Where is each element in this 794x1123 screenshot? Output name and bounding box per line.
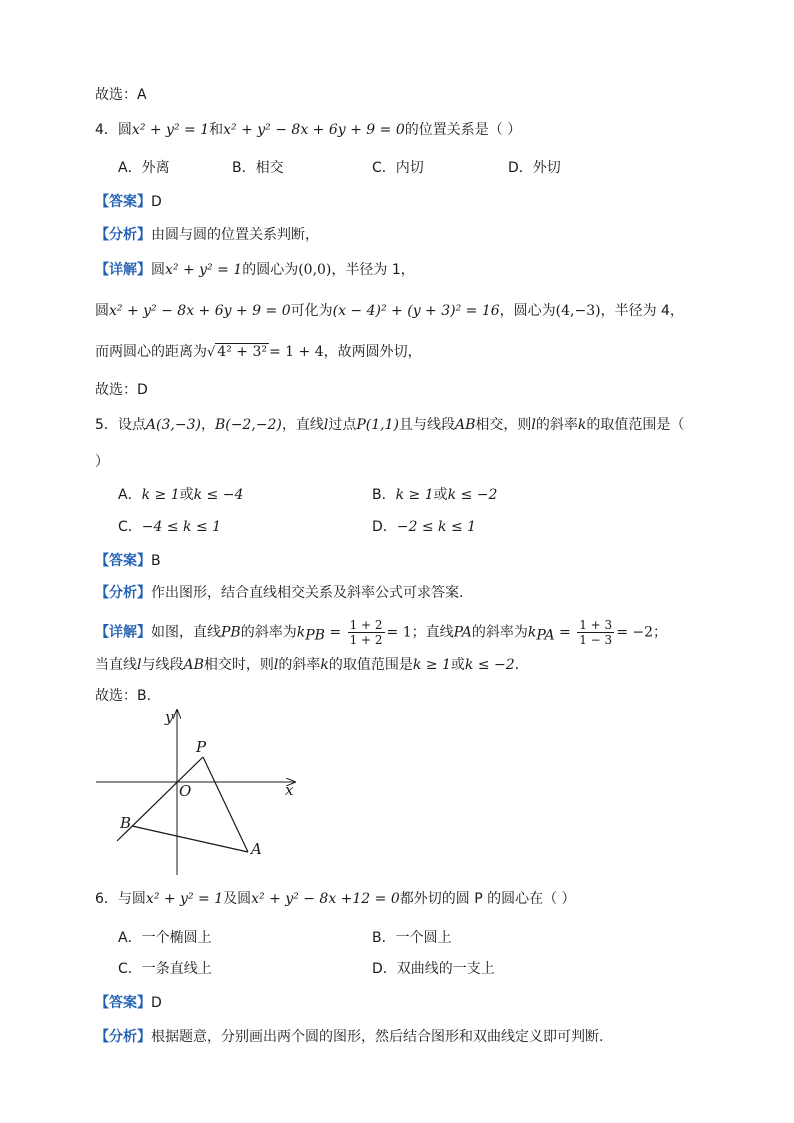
q5-d1-pb: PB bbox=[221, 624, 241, 641]
q5-detail-1: 【详解】如图，直线PB的斜率为$k_{PB}$ = $\frac{1 + 2}{1 + 2}$ = 1；直线PA的斜率为$k_{PA}$ = $\frac{1 + 3}{1 - 3}$ = −2； bbox=[95, 618, 668, 647]
q5-opt-b-m1: k ≥ 1 bbox=[395, 487, 434, 503]
q5-mid5: 的斜率 bbox=[535, 417, 578, 433]
q5-d1-c: ；直线 bbox=[411, 624, 454, 641]
q5-opt-d-letter: D． bbox=[372, 519, 397, 535]
q5-detail-2 bbox=[95, 655, 519, 675]
q5-d1-d: 的斜率为 bbox=[471, 624, 528, 641]
q6-analysis bbox=[95, 1027, 603, 1047]
q5-d2-ab: AB bbox=[183, 657, 204, 673]
q5-point-b: B(−2,−2) bbox=[214, 417, 282, 433]
point-b-label: B bbox=[120, 814, 132, 832]
q5-analysis bbox=[95, 583, 463, 603]
q4-d3-eq: = 1 + 4 bbox=[268, 344, 324, 360]
y-axis-label: y bbox=[165, 708, 174, 726]
q4-d1-center: (0,0) bbox=[298, 262, 332, 278]
q5-analysis-text: 作出图形，结合直线相交关系及斜率公式可求答案. bbox=[151, 585, 464, 601]
q4-d3-sqrt: 4² + 3² bbox=[217, 344, 267, 360]
q4-d3-a: 而两圆心的距离为 bbox=[95, 344, 207, 360]
q5-d2-r2: k ≤ −2 bbox=[464, 657, 515, 673]
q4-detail-2 bbox=[95, 301, 684, 321]
q4-eq1: x² + y² = 1 bbox=[131, 122, 210, 138]
q4-d2-b: 可化为 bbox=[290, 303, 333, 319]
q4-analysis-tag: 【分析】 bbox=[95, 227, 151, 243]
segment-ab bbox=[132, 826, 248, 852]
q6-stem bbox=[95, 889, 576, 909]
q5-d1-kpb: k bbox=[296, 624, 306, 641]
q5-choose: 故选：B. bbox=[95, 688, 152, 704]
q6-eq1: x² + y² = 1 bbox=[145, 891, 224, 907]
q4-circle-label: 圆 bbox=[117, 122, 132, 138]
q5-answer-tag: 【答案】 bbox=[95, 553, 151, 569]
q5-point-p: P(1,1) bbox=[356, 417, 399, 433]
q5-d1-kpa: k bbox=[527, 624, 537, 641]
q4-analysis bbox=[95, 225, 319, 245]
q4-d2-eq: x² + y² − 8x + 6y + 9 = 0 bbox=[109, 303, 291, 319]
q6-answer-tag: 【答案】 bbox=[95, 995, 151, 1011]
q5-d1-a: 如图，直线 bbox=[151, 624, 221, 641]
q5-frac-pb bbox=[348, 618, 385, 647]
q4-d3-b: ，故两圆外切， bbox=[323, 344, 422, 360]
q6-option-a: A．一个椭圆上 bbox=[118, 930, 212, 946]
q5-opt-b-letter: B． bbox=[372, 487, 396, 503]
origin-label: O bbox=[179, 782, 192, 800]
q5-opt-b-m2: k ≤ −2 bbox=[447, 487, 498, 503]
q5-d2-or: 或 bbox=[450, 657, 465, 673]
q4-answer-tag: 【答案】 bbox=[95, 194, 151, 210]
q4-option-a: A．外离 bbox=[118, 160, 170, 176]
q5-d2-d: 的斜率 bbox=[278, 657, 321, 673]
q5-opt-a-m1: k ≥ 1 bbox=[141, 487, 180, 503]
q5-d2-r1: k ≥ 1 bbox=[412, 657, 451, 673]
q6-option-b: B．一个圆上 bbox=[372, 930, 452, 946]
q5-mid3: 且与线段 bbox=[398, 417, 455, 433]
q5-opt-b-or: 或 bbox=[433, 487, 448, 503]
q5-d2-f: . bbox=[514, 657, 520, 673]
q4-answer bbox=[95, 192, 162, 212]
q4-d1-eq: x² + y² = 1 bbox=[165, 262, 243, 278]
q5-d2-e: 的取值范围是 bbox=[328, 657, 413, 673]
q5-option-d bbox=[372, 517, 476, 537]
q5-frac-pb-num: 1 + 2 bbox=[349, 618, 383, 632]
q5-frac-pa bbox=[577, 618, 614, 647]
q5-detail-tag: 【详解】 bbox=[95, 624, 151, 641]
q4-d2-a: 圆 bbox=[95, 303, 109, 319]
point-p-label: P bbox=[196, 738, 207, 756]
q4-choose: 故选：D bbox=[95, 382, 148, 398]
q5-d2-k: k bbox=[320, 657, 329, 673]
point-a-label: A bbox=[251, 840, 262, 858]
line-pa bbox=[203, 757, 248, 852]
q4-d2-c: ，圆心为 bbox=[499, 303, 556, 319]
q5-figure bbox=[90, 705, 310, 885]
q4-eq2: x² + y² − 8x + 6y + 9 = 0 bbox=[223, 122, 405, 138]
q4-d2-center: (4,−3) bbox=[555, 303, 601, 319]
q4-answer-value: D bbox=[151, 194, 162, 210]
q5-option-c bbox=[118, 517, 221, 537]
q6-and: 及圆 bbox=[223, 891, 252, 907]
q5-d1-kpb-sub: PB bbox=[305, 627, 325, 644]
q5-ab: AB bbox=[454, 417, 476, 433]
q6-answer bbox=[95, 993, 162, 1013]
q6-eq2: x² + y² − 8x +12 = 0 bbox=[251, 891, 400, 907]
q5-mid1: ，直线 bbox=[281, 417, 324, 433]
q4-option-c: C．内切 bbox=[372, 160, 424, 176]
q4-and: 和 bbox=[209, 122, 224, 138]
q5-num: 5．设点 bbox=[95, 417, 146, 433]
q5-k: k bbox=[577, 417, 587, 433]
q5-analysis-tag: 【分析】 bbox=[95, 585, 151, 601]
q5-d2-l2: l bbox=[273, 657, 279, 673]
q5-d2-c: 相交时，则 bbox=[203, 657, 274, 673]
q5-opt-c-letter: C． bbox=[118, 519, 142, 535]
q5-d1-eq2: = −2 bbox=[616, 624, 654, 641]
q5-option-a bbox=[118, 485, 243, 505]
q6-option-d: D．双曲线的一支上 bbox=[372, 961, 495, 977]
q5-stem-close: ） bbox=[95, 454, 109, 470]
q5-l: l bbox=[323, 417, 329, 433]
q5-option-b bbox=[372, 485, 497, 505]
q4-detail-3: 而两圆心的距离为√ 4² + 3² = 1 + 4，故两圆外切， bbox=[95, 344, 422, 360]
q6-answer-value: D bbox=[151, 995, 162, 1011]
q4-detail-1 bbox=[95, 260, 415, 280]
q5-tail: 的取值范围是（ bbox=[586, 417, 685, 433]
q5-d1-b: 的斜率为 bbox=[240, 624, 297, 641]
q5-opt-a-m2: k ≤ −4 bbox=[193, 487, 244, 503]
q5-answer-value: B bbox=[151, 553, 161, 569]
q5-mid2: 过点 bbox=[328, 417, 357, 433]
q4-analysis-text: 由圆与圆的位置关系判断， bbox=[151, 227, 319, 243]
q5-mid4: 相交，则 bbox=[475, 417, 532, 433]
q6-num: 6．与圆 bbox=[95, 891, 146, 907]
q5-d1-e: ； bbox=[653, 624, 668, 641]
q6-analysis-tag: 【分析】 bbox=[95, 1029, 151, 1045]
q5-d1-kpa-sub: PA bbox=[536, 627, 555, 644]
q4-d2-eq2: (x − 4)² + (y + 3)² = 16 bbox=[332, 303, 500, 319]
q5-frac-pa-den: 1 − 3 bbox=[579, 633, 613, 647]
q6-option-c: C．一条直线上 bbox=[118, 961, 212, 977]
q4-d1-b: 的圆心为 bbox=[242, 262, 299, 278]
q5-d1-eq1: = 1 bbox=[386, 624, 412, 641]
q4-number: 4． bbox=[95, 122, 118, 138]
q4-stem bbox=[95, 120, 521, 140]
q5-opt-a-letter: A． bbox=[118, 487, 142, 503]
q5-opt-c-m1: −4 ≤ k ≤ 1 bbox=[141, 519, 222, 535]
q5-opt-d-m1: −2 ≤ k ≤ 1 bbox=[396, 519, 477, 535]
q5-comma: ， bbox=[200, 417, 215, 433]
q5-point-a: A(3,−3) bbox=[145, 417, 201, 433]
prev-conclusion: 故选：A bbox=[95, 87, 147, 103]
q5-answer bbox=[95, 551, 161, 571]
q5-d2-b: 与线段 bbox=[141, 657, 184, 673]
q5-d1-pa: PA bbox=[453, 624, 472, 641]
q5-frac-pb-den: 1 + 2 bbox=[349, 633, 383, 647]
q4-detail-tag: 【详解】 bbox=[95, 262, 151, 278]
q4-d1-d: ，半径为 1， bbox=[331, 262, 415, 278]
q4-d2-e: ，半径为 4， bbox=[600, 303, 684, 319]
x-axis-label: x bbox=[285, 781, 294, 799]
q4-tail: 的位置关系是（ ） bbox=[404, 122, 522, 138]
q5-d2-a: 当直线 bbox=[95, 657, 137, 673]
q5-d2-l: l bbox=[137, 657, 142, 673]
q5-opt-a-or: 或 bbox=[179, 487, 194, 503]
q5-frac-pa-num: 1 + 3 bbox=[579, 618, 613, 632]
q6-analysis-text: 根据题意，分别画出两个圆的图形，然后结合图形和双曲线定义即可判断. bbox=[151, 1029, 604, 1045]
q5-stem bbox=[95, 415, 684, 435]
q4-option-d: D．外切 bbox=[508, 160, 561, 176]
q4-d1-a: 圆 bbox=[151, 262, 165, 278]
q6-tail: 都外切的圆 P 的圆心在（ ） bbox=[399, 891, 576, 907]
q5-l2: l bbox=[531, 417, 536, 433]
q4-option-b: B．相交 bbox=[232, 160, 284, 176]
